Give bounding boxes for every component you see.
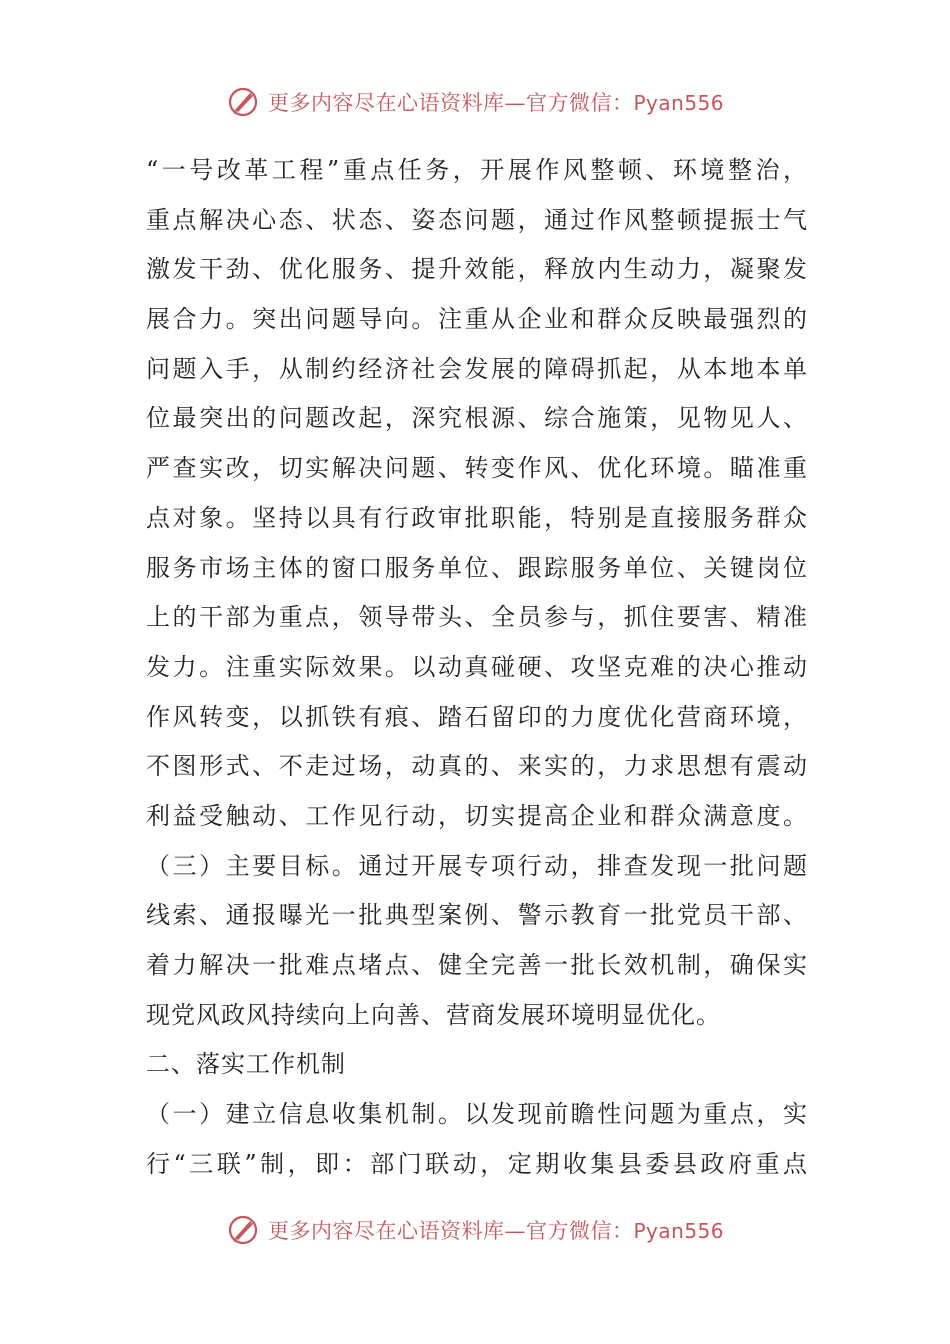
body-line: 问题入手，从制约经济社会发展的障碍抓起，从本地本单: [146, 354, 808, 383]
body-line: 现党风政风持续向上向善、营商发展环境明显优化。: [146, 1000, 721, 1029]
footer-banner-handle: Pyan556: [633, 1219, 724, 1243]
body-line: （一）建立信息收集机制。以发现前瞻性问题为重点，实: [146, 1100, 808, 1129]
body-line: 重点解决心态、状态、姿态问题，通过作风整顿提振士气: [146, 205, 808, 234]
body-line: 点对象。坚持以具有行政审批职能，特别是直接服务群众: [146, 503, 808, 532]
header-banner: [0, 82, 950, 122]
body-line: 行“三联”制，即：部门联动，定期收集县委县政府重点: [146, 1149, 808, 1178]
section-heading: 二、落实工作机制: [146, 1050, 346, 1079]
body-line: （三）主要目标。通过开展专项行动，排查发现一批问题: [146, 851, 808, 880]
pen-logo-icon: [226, 85, 260, 119]
body-line: “一号改革工程”重点任务，开展作风整顿、环境整治，: [146, 156, 808, 184]
footer-banner-text: 更多内容尽在心语资料库—官方微信：: [267, 1219, 634, 1243]
header-banner-text: 更多内容尽在心语资料库—官方微信：: [267, 91, 634, 115]
header-banner-handle: Pyan556: [633, 91, 724, 115]
body-line: 着力解决一批难点堵点、健全完善一批长效机制，确保实: [146, 951, 808, 979]
body-line: 服务市场主体的窗口服务单位、跟踪服务单位、关键岗位: [146, 553, 808, 582]
body-line: 发力。注重实际效果。以动真碰硬、攻坚克难的决心推动: [146, 652, 808, 681]
body-line: 位最突出的问题改起，深究根源、综合施策，见物见人、: [146, 404, 808, 433]
body-line: 严查实改，切实解决问题、转变作风、优化环境。瞄准重: [146, 454, 808, 483]
pen-logo-icon: [226, 1213, 260, 1247]
body-line: 展合力。突出问题导向。注重从企业和群众反映最强烈的: [146, 305, 808, 334]
footer-banner: [0, 1210, 950, 1250]
body-line: 激发干劲、优化服务、提升效能，释放内生动力，凝聚发: [146, 255, 808, 284]
body-line: 线索、通报曝光一批典型案例、警示教育一批党员干部、: [146, 901, 808, 930]
body-line: 上的干部为重点，领导带头、全员参与，抓住要害、精准: [146, 603, 808, 632]
body-line: 利益受触动、工作见行动，切实提高企业和群众满意度。: [146, 801, 808, 830]
body-line: 作风转变，以抓铁有痕、踏石留印的力度优化营商环境，: [146, 702, 808, 731]
document-body: [146, 146, 808, 1189]
body-line: 不图形式、不走过场，动真的、来实的，力求思想有震动: [146, 752, 808, 781]
